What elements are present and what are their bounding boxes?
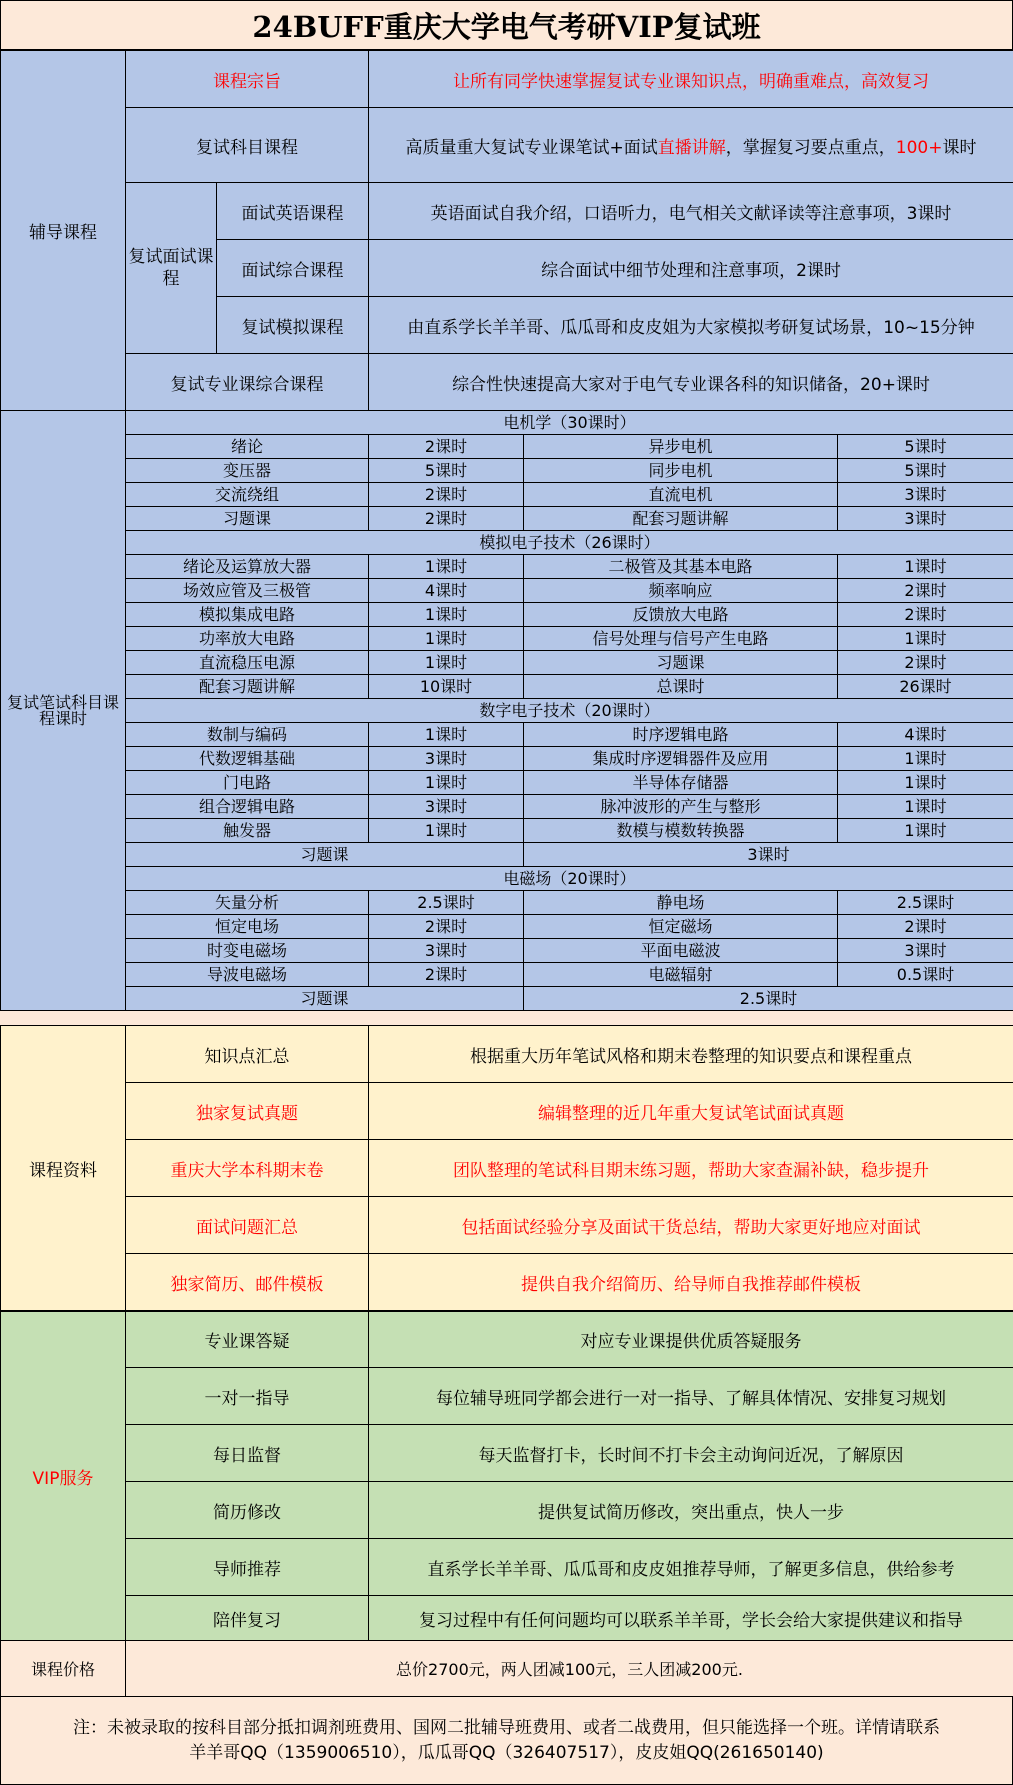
table-row (1, 795, 1013, 819)
topic-hours: 2课时 (369, 483, 524, 507)
topic-hours: 1课时 (838, 627, 1013, 651)
service-desc: 复习过程中有任何问题均可以联系羊羊哥，学长会给大家提供建议和指导 (369, 1596, 1013, 1642)
table-row (1, 819, 1013, 843)
topic-name: 直流稳压电源 (126, 651, 369, 675)
topic-name: 异步电机 (524, 435, 838, 459)
topic-name: 习题课 (126, 507, 369, 531)
topic-name: 矢量分析 (126, 891, 369, 915)
topic-hours: 1课时 (369, 651, 524, 675)
course-desc: 英语面试自我介绍，口语听力，电气相关文献译读等注意事项，3课时 (369, 183, 1013, 240)
topic-hours: 3课时 (838, 507, 1013, 531)
course-name: 复试模拟课程 (217, 297, 369, 354)
table-row (1, 51, 1013, 108)
service-name: 专业课答疑 (126, 1312, 369, 1368)
topic-name: 脉冲波形的产生与整形 (524, 795, 838, 819)
materials-section (0, 1025, 1013, 1311)
material-desc: 包括面试经验分享及面试干货总结，帮助大家更好地应对面试 (369, 1197, 1013, 1254)
topic-name: 功率放大电路 (126, 627, 369, 651)
table-row (1, 1083, 1013, 1140)
course-name: 面试英语课程 (217, 183, 369, 240)
topic-hours: 2课时 (369, 963, 524, 987)
topic-name: 模拟集成电路 (126, 603, 369, 627)
course-desc: 由直系学长羊羊哥、瓜瓜哥和皮皮姐为大家模拟考研复试场景，10~15分钟 (369, 297, 1013, 354)
topic-name: 导波电磁场 (126, 963, 369, 987)
material-name: 重庆大学本科期末卷 (126, 1140, 369, 1197)
topic-hours: 1课时 (369, 771, 524, 795)
table-row (1, 579, 1013, 603)
group-label-interview: 复试面试课程 (126, 183, 217, 354)
exercise-label: 习题课 (126, 987, 524, 1011)
topic-hours: 3课时 (838, 483, 1013, 507)
topic-name: 习题课 (524, 651, 838, 675)
topic-name: 代数逻辑基础 (126, 747, 369, 771)
material-desc: 根据重大历年笔试风格和期末卷整理的知识要点和课程重点 (369, 1026, 1013, 1083)
topic-hours: 1课时 (369, 603, 524, 627)
topic-hours: 1课时 (838, 555, 1013, 579)
table-row (1, 435, 1013, 459)
topic-hours: 1课时 (369, 819, 524, 843)
table-row (1, 483, 1013, 507)
table-row (1, 747, 1013, 771)
table-row (1, 651, 1013, 675)
written-section (0, 410, 1013, 1011)
topic-hours: 10课时 (369, 675, 524, 699)
topic-hours: 1课时 (838, 795, 1013, 819)
topic-hours: 1课时 (838, 819, 1013, 843)
table-row (1, 987, 1013, 1011)
topic-name: 二极管及其基本电路 (524, 555, 838, 579)
course-name: 课程宗旨 (126, 51, 369, 108)
topic-name: 时变电磁场 (126, 939, 369, 963)
table-row (1, 1641, 1013, 1697)
topic-name: 配套习题讲解 (524, 507, 838, 531)
topic-name: 时序逻辑电路 (524, 723, 838, 747)
course-desc: 高质量重大复试专业课笔试+面试直播讲解，掌握复习要点重点，100+课时 (369, 108, 1013, 183)
service-name: 导师推荐 (126, 1539, 369, 1596)
table-row (1, 459, 1013, 483)
table-row (1, 1368, 1013, 1425)
topic-name: 绪论及运算放大器 (126, 555, 369, 579)
topic-hours: 2课时 (838, 603, 1013, 627)
note-line-2: 羊羊哥QQ（1359006510），瓜瓜哥QQ（326407517），皮皮姐QQ(261650140) (189, 1742, 824, 1763)
topic-hours: 2课时 (369, 435, 524, 459)
course-desc: 综合面试中细节处理和注意事项，2课时 (369, 240, 1013, 297)
topic-name: 平面电磁波 (524, 939, 838, 963)
topic-hours: 4课时 (838, 723, 1013, 747)
table-row (1, 183, 1013, 240)
table-row (1, 555, 1013, 579)
topic-hours: 2.5课时 (838, 891, 1013, 915)
footer-note (0, 1696, 1013, 1785)
topic-name: 绪论 (126, 435, 369, 459)
page-title: 24BUFF重庆大学电气考研VIP复试班 (0, 0, 1013, 50)
material-name: 独家简历、邮件模板 (126, 1254, 369, 1311)
table-row (1, 723, 1013, 747)
table-row (1, 843, 1013, 867)
table-row (1, 627, 1013, 651)
tutoring-section (0, 50, 1013, 411)
topic-name: 信号处理与信号产生电路 (524, 627, 838, 651)
topic-name: 恒定磁场 (524, 915, 838, 939)
topic-name: 数模与模数转换器 (524, 819, 838, 843)
table-row (1, 1425, 1013, 1482)
table-row (1, 1596, 1013, 1642)
material-desc: 提供自我介绍简历、给导师自我推荐邮件模板 (369, 1254, 1013, 1311)
table-row (1, 939, 1013, 963)
table-row (1, 1539, 1013, 1596)
exercise-hours: 3课时 (524, 843, 1013, 867)
section-label-vip: VIP服务 (1, 1312, 126, 1642)
vip-section (0, 1311, 1013, 1642)
table-row (1, 354, 1013, 411)
topic-name: 交流绕组 (126, 483, 369, 507)
subject-header: 模拟电子技术（26课时） (126, 531, 1013, 555)
service-desc: 对应专业课提供优质答疑服务 (369, 1312, 1013, 1368)
topic-hours: 4课时 (369, 579, 524, 603)
table-row (1, 699, 1013, 723)
topic-hours: 5课时 (838, 435, 1013, 459)
table-row (1, 1140, 1013, 1197)
course-desc: 让所有同学快速掌握复试专业课知识点，明确重难点，高效复习 (369, 51, 1013, 108)
topic-hours: 0.5课时 (838, 963, 1013, 987)
topic-hours: 3课时 (369, 747, 524, 771)
topic-hours: 2课时 (838, 651, 1013, 675)
table-row (1, 531, 1013, 555)
service-desc: 直系学长羊羊哥、瓜瓜哥和皮皮姐推荐导师，了解更多信息，供给参考 (369, 1539, 1013, 1596)
topic-hours: 26课时 (838, 675, 1013, 699)
service-name: 每日监督 (126, 1425, 369, 1482)
topic-name: 组合逻辑电路 (126, 795, 369, 819)
topic-name: 半导体存储器 (524, 771, 838, 795)
topic-hours: 3课时 (369, 795, 524, 819)
topic-hours: 5课时 (369, 459, 524, 483)
table-row (1, 1312, 1013, 1368)
price-value: 总价2700元，两人团减100元，三人团减200元. (126, 1641, 1013, 1697)
topic-name: 数制与编码 (126, 723, 369, 747)
topic-hours: 2课时 (838, 915, 1013, 939)
service-name: 简历修改 (126, 1482, 369, 1539)
topic-hours: 2课时 (369, 507, 524, 531)
table-row (1, 1254, 1013, 1311)
table-row (1, 963, 1013, 987)
subject-header: 数字电子技术（20课时） (126, 699, 1013, 723)
service-name: 一对一指导 (126, 1368, 369, 1425)
topic-hours: 2课时 (369, 915, 524, 939)
topic-name: 配套习题讲解 (126, 675, 369, 699)
topic-name: 变压器 (126, 459, 369, 483)
course-desc: 综合性快速提高大家对于电气专业课各科的知识储备，20+课时 (369, 354, 1013, 411)
table-row (1, 867, 1013, 891)
topic-name: 直流电机 (524, 483, 838, 507)
topic-hours: 5课时 (838, 459, 1013, 483)
course-name: 复试科目课程 (126, 108, 369, 183)
section-label-tutoring: 辅导课程 (1, 51, 126, 411)
topic-name: 场效应管及三极管 (126, 579, 369, 603)
topic-name: 总课时 (524, 675, 838, 699)
topic-name: 静电场 (524, 891, 838, 915)
topic-name: 电磁辐射 (524, 963, 838, 987)
table-row (1, 1482, 1013, 1539)
topic-hours: 1课时 (369, 555, 524, 579)
table-row (1, 507, 1013, 531)
topic-name: 恒定电场 (126, 915, 369, 939)
material-desc: 编辑整理的近几年重大复试笔试面试真题 (369, 1083, 1013, 1140)
material-name: 知识点汇总 (126, 1026, 369, 1083)
topic-hours: 1课时 (838, 771, 1013, 795)
table-row (1, 108, 1013, 183)
topic-name: 频率响应 (524, 579, 838, 603)
subject-header: 电机学（30课时） (126, 411, 1013, 435)
material-name: 独家复试真题 (126, 1083, 369, 1140)
table-row (1, 411, 1013, 435)
topic-name: 反馈放大电路 (524, 603, 838, 627)
topic-name: 集成时序逻辑器件及应用 (524, 747, 838, 771)
note-line-1: 注：未被录取的按科目部分抵扣调剂班费用、国网二批辅导班费用、或者二战费用，但只能选择一个班。详情请联系 (73, 1717, 940, 1738)
topic-name: 触发器 (126, 819, 369, 843)
price-label: 课程价格 (1, 1641, 126, 1697)
service-name: 陪伴复习 (126, 1596, 369, 1642)
table-row (1, 915, 1013, 939)
topic-hours: 3课时 (369, 939, 524, 963)
course-name: 复试专业课综合课程 (126, 354, 369, 411)
material-desc: 团队整理的笔试科目期末练习题，帮助大家查漏补缺，稳步提升 (369, 1140, 1013, 1197)
topic-hours: 2课时 (838, 579, 1013, 603)
topic-hours: 1课时 (838, 747, 1013, 771)
service-desc: 每天监督打卡，长时间不打卡会主动询问近况，了解原因 (369, 1425, 1013, 1482)
topic-hours: 1课时 (369, 723, 524, 747)
topic-name: 门电路 (126, 771, 369, 795)
course-name: 面试综合课程 (217, 240, 369, 297)
exercise-label: 习题课 (126, 843, 524, 867)
topic-hours: 3课时 (838, 939, 1013, 963)
table-row (1, 891, 1013, 915)
table-row (1, 771, 1013, 795)
topic-hours: 2.5课时 (369, 891, 524, 915)
topic-hours: 1课时 (369, 627, 524, 651)
service-desc: 每位辅导班同学都会进行一对一指导、了解具体情况、安排复习规划 (369, 1368, 1013, 1425)
table-row (1, 1197, 1013, 1254)
material-name: 面试问题汇总 (126, 1197, 369, 1254)
section-label-materials: 课程资料 (1, 1026, 126, 1311)
table-row (1, 1026, 1013, 1083)
service-desc: 提供复试简历修改，突出重点，快人一步 (369, 1482, 1013, 1539)
exercise-hours: 2.5课时 (524, 987, 1013, 1011)
subject-header: 电磁场（20课时） (126, 867, 1013, 891)
table-row (1, 675, 1013, 699)
topic-name: 同步电机 (524, 459, 838, 483)
price-section (0, 1640, 1013, 1697)
section-label-written: 复试笔试科目课程课时 (1, 411, 126, 1011)
table-row (1, 603, 1013, 627)
